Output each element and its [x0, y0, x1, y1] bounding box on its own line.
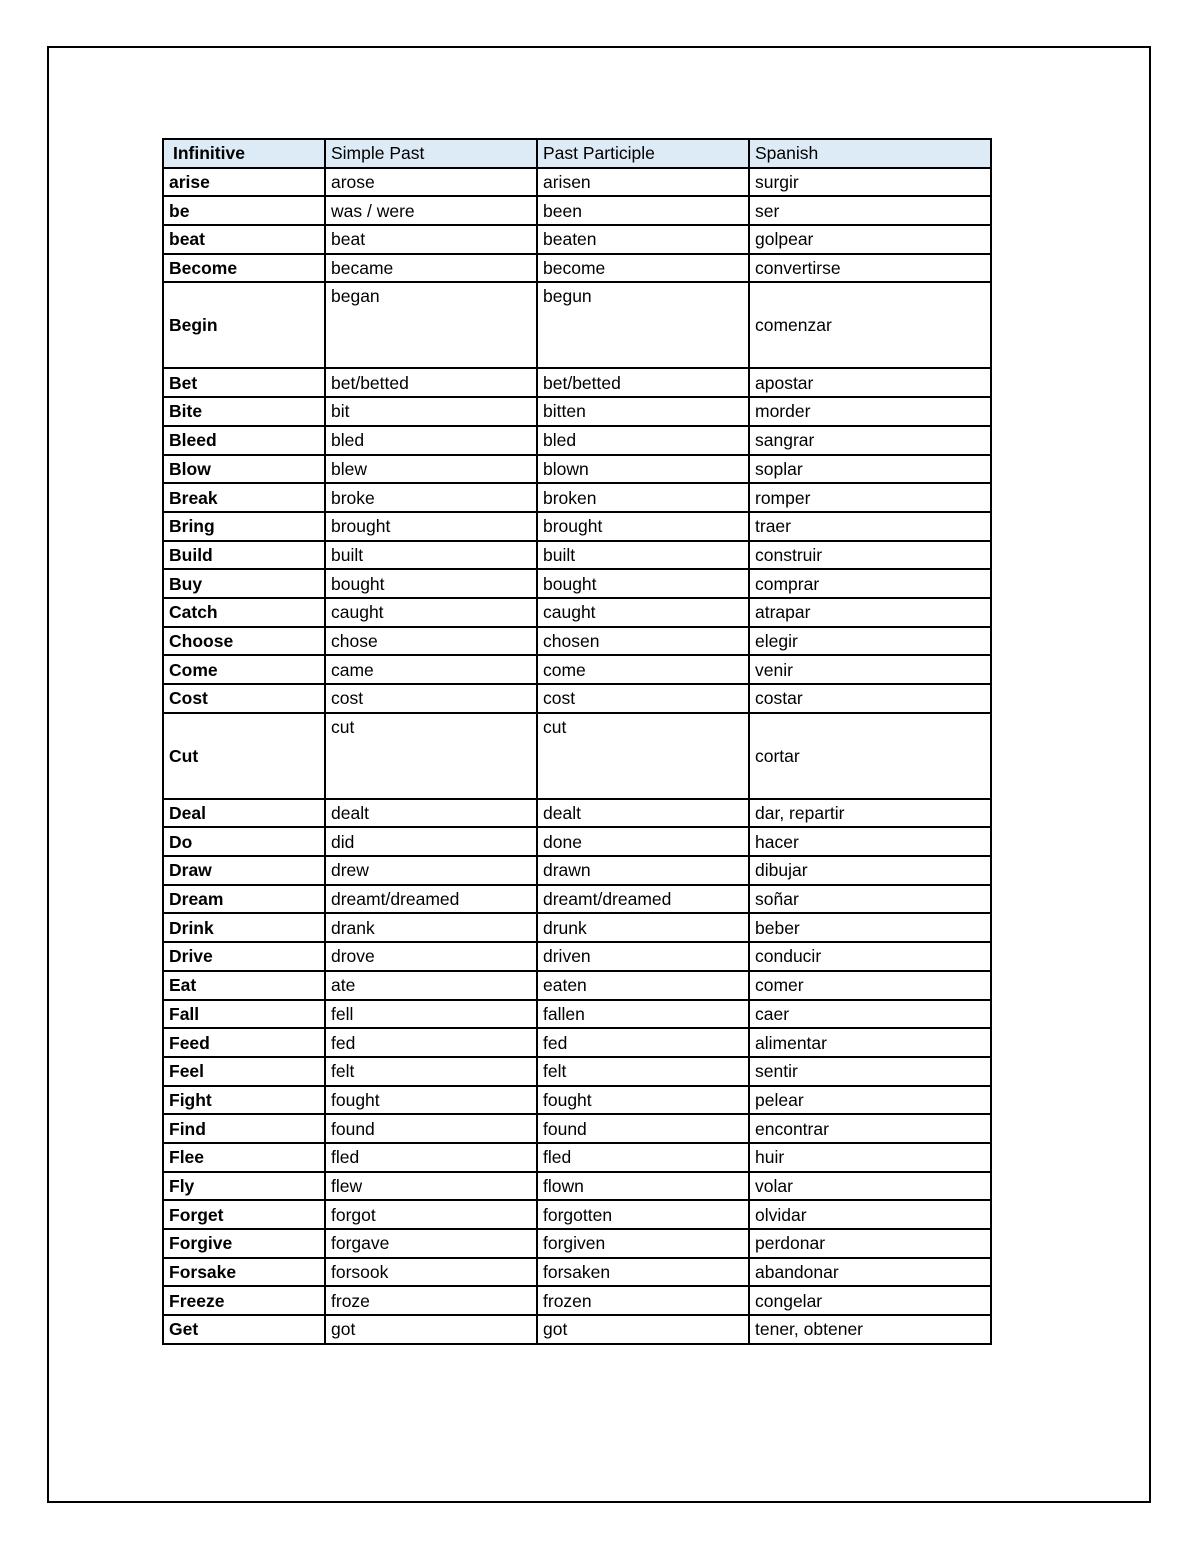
- cell-spanish: ser: [749, 196, 991, 225]
- cell-spanish: tener, obtener: [749, 1315, 991, 1344]
- table-row: [163, 1200, 991, 1229]
- cell-infinitive: Forsake: [163, 1258, 325, 1287]
- cell-spanish: beber: [749, 913, 991, 942]
- cell-past-participle: dealt: [537, 799, 749, 828]
- cell-spanish: comenzar: [749, 282, 991, 368]
- cell-simple-past: blew: [325, 455, 537, 484]
- cell-past-participle: bitten: [537, 397, 749, 426]
- cell-infinitive: Feed: [163, 1028, 325, 1057]
- cell-spanish: atrapar: [749, 598, 991, 627]
- table-row: [163, 827, 991, 856]
- cell-spanish: morder: [749, 397, 991, 426]
- header-infinitive: Infinitive: [163, 139, 325, 168]
- cell-past-participle: become: [537, 254, 749, 283]
- cell-spanish: dar, repartir: [749, 799, 991, 828]
- table-row: [163, 684, 991, 713]
- table-row: [163, 971, 991, 1000]
- header-spanish: Spanish: [749, 139, 991, 168]
- table-row: [163, 282, 991, 368]
- cell-infinitive: Drink: [163, 913, 325, 942]
- cell-simple-past: flew: [325, 1172, 537, 1201]
- cell-spanish: golpear: [749, 225, 991, 254]
- cell-simple-past: fled: [325, 1143, 537, 1172]
- cell-infinitive: Cost: [163, 684, 325, 713]
- table-row: [163, 426, 991, 455]
- table-row: [163, 196, 991, 225]
- cell-spanish: huir: [749, 1143, 991, 1172]
- cell-simple-past: dealt: [325, 799, 537, 828]
- cell-spanish: encontrar: [749, 1114, 991, 1143]
- cell-simple-past: beat: [325, 225, 537, 254]
- table-row: [163, 512, 991, 541]
- cell-infinitive: Flee: [163, 1143, 325, 1172]
- cell-past-participle: come: [537, 655, 749, 684]
- cell-infinitive: Begin: [163, 282, 325, 368]
- cell-past-participle: fed: [537, 1028, 749, 1057]
- cell-past-participle: done: [537, 827, 749, 856]
- cell-infinitive: Forget: [163, 1200, 325, 1229]
- cell-infinitive: Eat: [163, 971, 325, 1000]
- cell-infinitive: Cut: [163, 713, 325, 799]
- cell-infinitive: Buy: [163, 569, 325, 598]
- cell-past-participle: flown: [537, 1172, 749, 1201]
- cell-past-participle: arisen: [537, 168, 749, 197]
- table-body: [163, 168, 991, 1344]
- cell-simple-past: came: [325, 655, 537, 684]
- cell-simple-past: forgot: [325, 1200, 537, 1229]
- cell-infinitive: Feel: [163, 1057, 325, 1086]
- table-row: [163, 598, 991, 627]
- cell-simple-past: drew: [325, 856, 537, 885]
- table-row: [163, 913, 991, 942]
- irregular-verbs-table: [162, 138, 992, 1345]
- cell-infinitive: Become: [163, 254, 325, 283]
- cell-infinitive: Bring: [163, 512, 325, 541]
- cell-infinitive: Forgive: [163, 1229, 325, 1258]
- table-row: [163, 368, 991, 397]
- cell-infinitive: Get: [163, 1315, 325, 1344]
- cell-past-participle: felt: [537, 1057, 749, 1086]
- table-row: [163, 885, 991, 914]
- table-row: [163, 569, 991, 598]
- cell-simple-past: bought: [325, 569, 537, 598]
- cell-past-participle: built: [537, 541, 749, 570]
- cell-simple-past: fought: [325, 1086, 537, 1115]
- table-row: [163, 254, 991, 283]
- cell-spanish: comprar: [749, 569, 991, 598]
- cell-spanish: cortar: [749, 713, 991, 799]
- table-row: [163, 1258, 991, 1287]
- cell-spanish: conducir: [749, 942, 991, 971]
- cell-infinitive: Bet: [163, 368, 325, 397]
- cell-past-participle: got: [537, 1315, 749, 1344]
- table-row: [163, 541, 991, 570]
- cell-simple-past: froze: [325, 1286, 537, 1315]
- cell-simple-past: felt: [325, 1057, 537, 1086]
- cell-spanish: dibujar: [749, 856, 991, 885]
- cell-past-participle: chosen: [537, 627, 749, 656]
- cell-simple-past: bled: [325, 426, 537, 455]
- cell-past-participle: forsaken: [537, 1258, 749, 1287]
- cell-simple-past: cost: [325, 684, 537, 713]
- cell-simple-past: caught: [325, 598, 537, 627]
- cell-simple-past: arose: [325, 168, 537, 197]
- cell-past-participle: fallen: [537, 1000, 749, 1029]
- cell-infinitive: Build: [163, 541, 325, 570]
- cell-infinitive: Bite: [163, 397, 325, 426]
- table-row: [163, 225, 991, 254]
- table-row: [163, 455, 991, 484]
- cell-simple-past: forsook: [325, 1258, 537, 1287]
- cell-past-participle: drawn: [537, 856, 749, 885]
- cell-spanish: convertirse: [749, 254, 991, 283]
- cell-past-participle: brought: [537, 512, 749, 541]
- cell-spanish: alimentar: [749, 1028, 991, 1057]
- table-header: [163, 139, 991, 168]
- table-row: [163, 1143, 991, 1172]
- cell-spanish: apostar: [749, 368, 991, 397]
- cell-past-participle: broken: [537, 483, 749, 512]
- cell-past-participle: eaten: [537, 971, 749, 1000]
- cell-infinitive: Come: [163, 655, 325, 684]
- cell-past-participle: drunk: [537, 913, 749, 942]
- cell-simple-past: dreamt/dreamed: [325, 885, 537, 914]
- table-row: [163, 168, 991, 197]
- cell-simple-past: bet/betted: [325, 368, 537, 397]
- cell-simple-past: began: [325, 282, 537, 368]
- cell-simple-past: built: [325, 541, 537, 570]
- table-row: [163, 1086, 991, 1115]
- cell-spanish: hacer: [749, 827, 991, 856]
- table-row: [163, 1114, 991, 1143]
- cell-spanish: caer: [749, 1000, 991, 1029]
- table-row: [163, 1315, 991, 1344]
- cell-infinitive: Break: [163, 483, 325, 512]
- cell-infinitive: Choose: [163, 627, 325, 656]
- table-row: [163, 1229, 991, 1258]
- cell-past-participle: found: [537, 1114, 749, 1143]
- table-row: [163, 397, 991, 426]
- cell-past-participle: beaten: [537, 225, 749, 254]
- cell-infinitive: Catch: [163, 598, 325, 627]
- cell-simple-past: fed: [325, 1028, 537, 1057]
- cell-infinitive: beat: [163, 225, 325, 254]
- cell-spanish: soñar: [749, 885, 991, 914]
- cell-past-participle: cut: [537, 713, 749, 799]
- table-row: [163, 1286, 991, 1315]
- cell-infinitive: be: [163, 196, 325, 225]
- cell-infinitive: Fall: [163, 1000, 325, 1029]
- header-row: [163, 139, 991, 168]
- table-row: [163, 799, 991, 828]
- cell-past-participle: bet/betted: [537, 368, 749, 397]
- cell-past-participle: cost: [537, 684, 749, 713]
- table-row: [163, 1057, 991, 1086]
- cell-infinitive: arise: [163, 168, 325, 197]
- header-simple-past: Simple Past: [325, 139, 537, 168]
- table-row: [163, 856, 991, 885]
- cell-spanish: pelear: [749, 1086, 991, 1115]
- cell-simple-past: chose: [325, 627, 537, 656]
- cell-spanish: comer: [749, 971, 991, 1000]
- cell-infinitive: Deal: [163, 799, 325, 828]
- cell-simple-past: bit: [325, 397, 537, 426]
- cell-simple-past: was / were: [325, 196, 537, 225]
- cell-past-participle: frozen: [537, 1286, 749, 1315]
- cell-spanish: volar: [749, 1172, 991, 1201]
- cell-spanish: romper: [749, 483, 991, 512]
- cell-past-participle: dreamt/dreamed: [537, 885, 749, 914]
- cell-spanish: soplar: [749, 455, 991, 484]
- table-row: [163, 1172, 991, 1201]
- cell-spanish: construir: [749, 541, 991, 570]
- cell-past-participle: bought: [537, 569, 749, 598]
- cell-infinitive: Fight: [163, 1086, 325, 1115]
- cell-simple-past: forgave: [325, 1229, 537, 1258]
- cell-simple-past: drove: [325, 942, 537, 971]
- cell-simple-past: fell: [325, 1000, 537, 1029]
- cell-spanish: congelar: [749, 1286, 991, 1315]
- cell-spanish: perdonar: [749, 1229, 991, 1258]
- cell-past-participle: fled: [537, 1143, 749, 1172]
- cell-infinitive: Dream: [163, 885, 325, 914]
- table-row: [163, 483, 991, 512]
- cell-infinitive: Bleed: [163, 426, 325, 455]
- cell-infinitive: Fly: [163, 1172, 325, 1201]
- cell-spanish: traer: [749, 512, 991, 541]
- table-row: [163, 655, 991, 684]
- cell-past-participle: bled: [537, 426, 749, 455]
- cell-simple-past: cut: [325, 713, 537, 799]
- cell-spanish: surgir: [749, 168, 991, 197]
- cell-simple-past: got: [325, 1315, 537, 1344]
- cell-infinitive: Blow: [163, 455, 325, 484]
- header-past-participle: Past Participle: [537, 139, 749, 168]
- cell-spanish: olvidar: [749, 1200, 991, 1229]
- cell-simple-past: drank: [325, 913, 537, 942]
- table-row: [163, 1028, 991, 1057]
- cell-spanish: sangrar: [749, 426, 991, 455]
- cell-spanish: elegir: [749, 627, 991, 656]
- table-row: [163, 942, 991, 971]
- cell-spanish: costar: [749, 684, 991, 713]
- table-row: [163, 627, 991, 656]
- cell-simple-past: brought: [325, 512, 537, 541]
- cell-past-participle: been: [537, 196, 749, 225]
- cell-infinitive: Drive: [163, 942, 325, 971]
- cell-spanish: sentir: [749, 1057, 991, 1086]
- cell-infinitive: Freeze: [163, 1286, 325, 1315]
- cell-past-participle: fought: [537, 1086, 749, 1115]
- cell-infinitive: Do: [163, 827, 325, 856]
- cell-simple-past: found: [325, 1114, 537, 1143]
- cell-spanish: venir: [749, 655, 991, 684]
- cell-past-participle: blown: [537, 455, 749, 484]
- cell-past-participle: forgiven: [537, 1229, 749, 1258]
- cell-past-participle: begun: [537, 282, 749, 368]
- cell-infinitive: Find: [163, 1114, 325, 1143]
- table-row: [163, 713, 991, 799]
- cell-spanish: abandonar: [749, 1258, 991, 1287]
- cell-simple-past: ate: [325, 971, 537, 1000]
- cell-past-participle: driven: [537, 942, 749, 971]
- table-row: [163, 1000, 991, 1029]
- cell-past-participle: caught: [537, 598, 749, 627]
- cell-past-participle: forgotten: [537, 1200, 749, 1229]
- cell-infinitive: Draw: [163, 856, 325, 885]
- cell-simple-past: became: [325, 254, 537, 283]
- cell-simple-past: broke: [325, 483, 537, 512]
- cell-simple-past: did: [325, 827, 537, 856]
